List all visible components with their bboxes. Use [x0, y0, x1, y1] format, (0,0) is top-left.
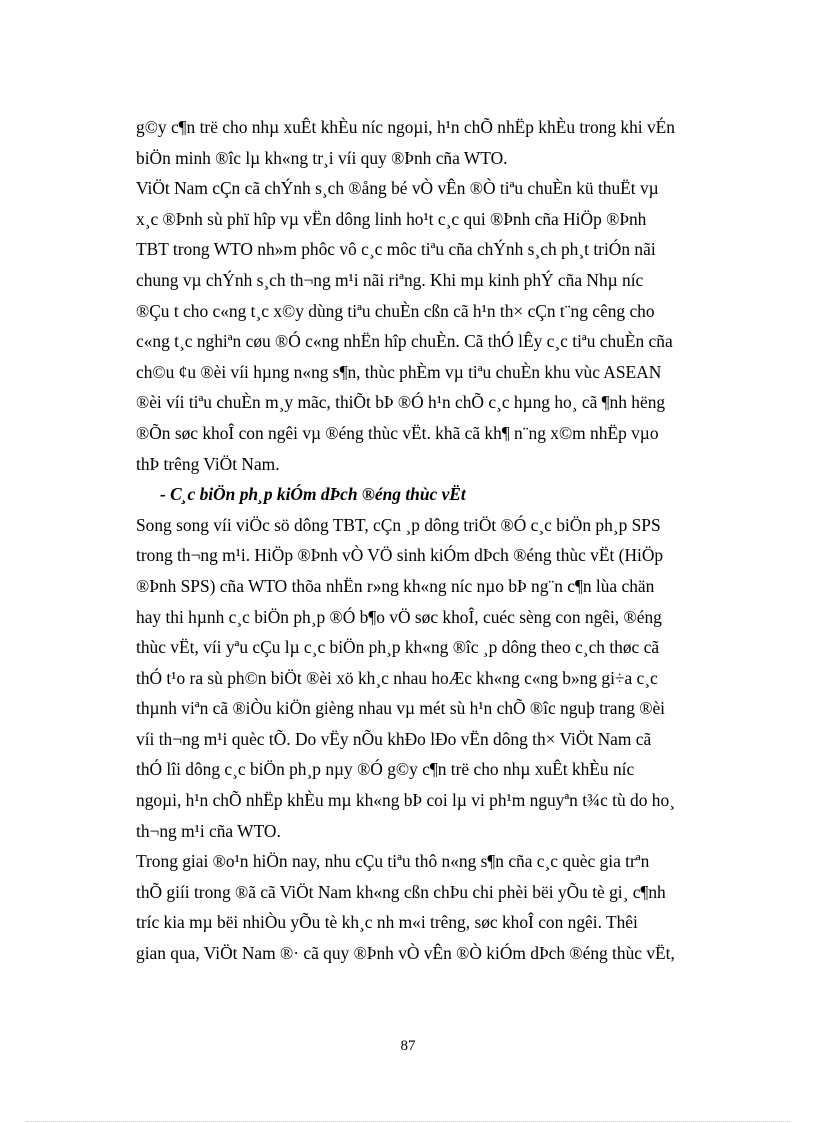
footer-divider: [26, 1121, 790, 1122]
body-line-7: ®Çu t cho c«ng t¸c x©y dùng tiªu chuÈn cßn cã h¹n th× cÇn t¨ng cêng cho: [136, 300, 655, 321]
section-heading: - C¸c biÖn ph¸p kiÓm dÞch ®éng thùc vËt: [160, 484, 466, 505]
page-number: 87: [400, 1038, 416, 1054]
body-line-21: thÓ lîi dông c¸c biÖn ph¸p nµy ®Ó g©y c¶n trë cho nhµ xuÊt khÈu níc: [136, 759, 635, 780]
body-line-8: c«ng t¸c nghiªn cøu ®Ó c«ng nhËn hîp chuÈn. Cã thÓ lÊy c¸c tiªu chuÈn cña: [136, 331, 673, 352]
body-line-6: chung vµ chÝnh s¸ch th¬ng m¹i nãi riªng. Khi mµ kinh phÝ cña Nhµ níc: [136, 269, 644, 290]
body-line-9: ch©u ¢u ®èi víi hµng n«ng s¶n, thùc phÈm vµ tiªu chuÈn khu vùc ASEAN: [136, 361, 662, 382]
body-line-14: trong th¬ng m¹i. HiÖp ®Þnh vÒ VÖ sinh kiÓm dÞch ®éng thùc vËt (HiÖp: [136, 545, 664, 566]
body-line-23: th¬ng m¹i cña WTO.: [136, 820, 281, 841]
body-line-20: víi th¬ng m¹i quèc tÕ. Do vËy nÕu khÐo lÐo vËn dông th× ViÖt Nam cã: [136, 728, 652, 749]
body-line-2: biÖn minh ®îc lµ kh«ng tr¸i víi quy ®Þnh cña WTO.: [136, 147, 508, 168]
body-text: [136, 112, 740, 969]
body-line-12: thÞ trêng ViÖt Nam.: [136, 453, 280, 474]
body-line-1: g©y c¶n trë cho nhµ xuÊt khÈu níc ngoµi, h¹n chÕ nhËp khÈu trong khi vÉn: [136, 117, 675, 137]
body-line-19: thµnh viªn cã ®iÒu kiÖn gièng nhau vµ mét sù h¹n chÕ ®îc nguþ trang ®èi: [136, 698, 666, 719]
body-line-3: ViÖt Nam cÇn cã chÝnh s¸ch ®ång bé vÒ vÊn ®Ò tiªu chuÈn kü thuËt vµ: [136, 178, 659, 199]
body-line-16: hay thi hµnh c¸c biÖn ph¸p ®Ó b¶o vÖ søc khoÎ, cuéc sèng con ngêi, ®éng: [136, 606, 662, 627]
body-line-26: tríc kia mµ bëi nhiÒu yÕu tè kh¸c nh m«i trêng, søc khoÎ con ngêi. Thêi: [136, 912, 638, 933]
body-line-4: x¸c ®Þnh sù phï hîp vµ vËn dông linh ho¹t c¸c qui ®Þnh cña HiÖp ®Þnh: [136, 208, 647, 229]
body-line-5: TBT trong WTO nh»m phôc vô c¸c môc tiªu cña chÝnh s¸ch ph¸t triÓn nãi: [136, 239, 656, 260]
body-line-10: ®èi víi tiªu chuÈn m¸y mãc, thiÕt bÞ ®Ó h¹n chÕ c¸c hµng ho¸ cã ¶nh hëng: [136, 392, 666, 413]
body-line-25: thÕ giíi trong ®ã cã ViÖt Nam kh«ng cßn chÞu chi phèi bëi yÕu tè gi¸ c¶nh: [136, 881, 666, 902]
body-line-13: Song song víi viÖc sö dông TBT, cÇn ¸p dông triÖt ®Ó c¸c biÖn ph¸p SPS: [136, 514, 661, 535]
body-line-22: ngoµi, h¹n chÕ nhËp khÈu mµ kh«ng bÞ coi lµ vi ph¹m nguyªn t¾c tù do ho¸: [136, 790, 675, 811]
body-line-27: gian qua, ViÖt Nam ®· cã quy ®Þnh vÒ vÊn ®Ò kiÓm dÞch ®éng thùc vËt,: [136, 943, 675, 964]
body-line-18: thÓ t¹o ra sù ph©n biÖt ®èi xö kh¸c nhau hoÆc kh«ng c«ng b»ng gi÷a c¸c: [136, 667, 658, 688]
body-line-17: thùc vËt, víi yªu cÇu lµ c¸c biÖn ph¸p kh«ng ®îc ¸p dông theo c¸ch thøc cã: [136, 637, 660, 658]
body-line-24: Trong giai ®o¹n hiÖn nay, nhu cÇu tiªu thô n«ng s¶n cña c¸c quèc gia trªn: [136, 851, 650, 872]
body-line-11: ®Õn søc khoÎ con ngêi vµ ®éng thùc vËt. khã cã kh¶ n¨ng x©m nhËp vµo: [136, 422, 659, 443]
body-line-15: ®Þnh SPS) cña WTO thõa nhËn r»ng kh«ng níc nµo bÞ ng¨n c¶n lùa chän: [136, 575, 655, 596]
